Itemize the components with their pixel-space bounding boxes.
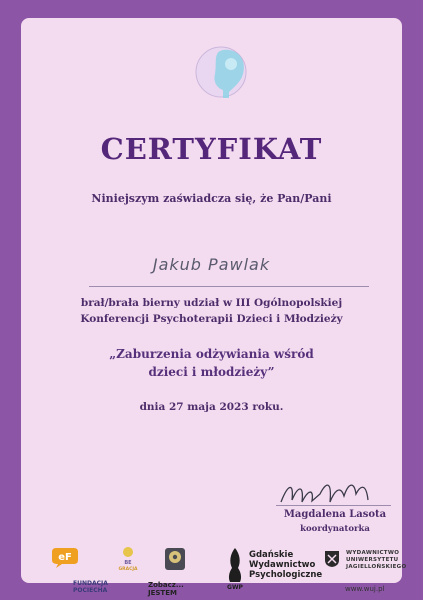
zobacz-jestem-logo-icon: [164, 547, 186, 571]
intro-text: Niniejszym zaświadcza się, że Pan/Pani: [91, 192, 332, 205]
wuj-url: www.wuj.pl: [345, 585, 385, 593]
gwp-logo-text: Gdańskie Wydawnictwo Psychologiczne: [249, 550, 323, 580]
coordinator-name: Magdalena Lasota: [283, 509, 387, 520]
fundacja-pociecha-logo-text: FUNDACJA POCIECHA: [73, 580, 108, 594]
topic-line-2: dzieci i młodzieży”: [148, 365, 275, 379]
certificate-title: CERTYFIKAT: [100, 132, 323, 166]
fundacja-pociecha-logo-icon: [50, 546, 80, 568]
date-text: dnia 27 maja 2023 roku.: [139, 401, 284, 413]
wuj-logo-text: WYDAWNICTWO UNIWERSYTETU JAGIELLOŃSKIEGO: [346, 550, 407, 570]
gwp-logo-icon: [226, 546, 244, 590]
coordinator-role: koordynatorka: [300, 524, 370, 534]
svg-text:eF: eF: [58, 552, 72, 563]
certificate-paper: [21, 18, 407, 597]
svg-text:GRACJA: GRACJA: [118, 567, 138, 572]
zobacz-jestem-logo-text: Zobacz... JESTEM: [148, 581, 184, 597]
participation-line-2: Konferencji Psychoterapii Dzieci i Młodzieży: [80, 313, 343, 325]
participation-line-1: brał/brała bierny udział w III Ogólnopolskiej: [80, 297, 343, 309]
be-gracja-logo-icon: [115, 544, 141, 572]
wuj-crest-icon: [324, 550, 340, 568]
topic-line-1: „Zaburzenia odżywiania wśród: [109, 347, 314, 361]
conference-emblem-icon: [193, 40, 261, 100]
name-line-divider: [89, 286, 369, 287]
coordinator-line-divider: [276, 505, 391, 506]
participant-name-handwritten: Jakub Pawlak: [152, 255, 271, 274]
svg-text:GWP: GWP: [227, 584, 243, 590]
svg-text:BE: BE: [124, 560, 132, 566]
